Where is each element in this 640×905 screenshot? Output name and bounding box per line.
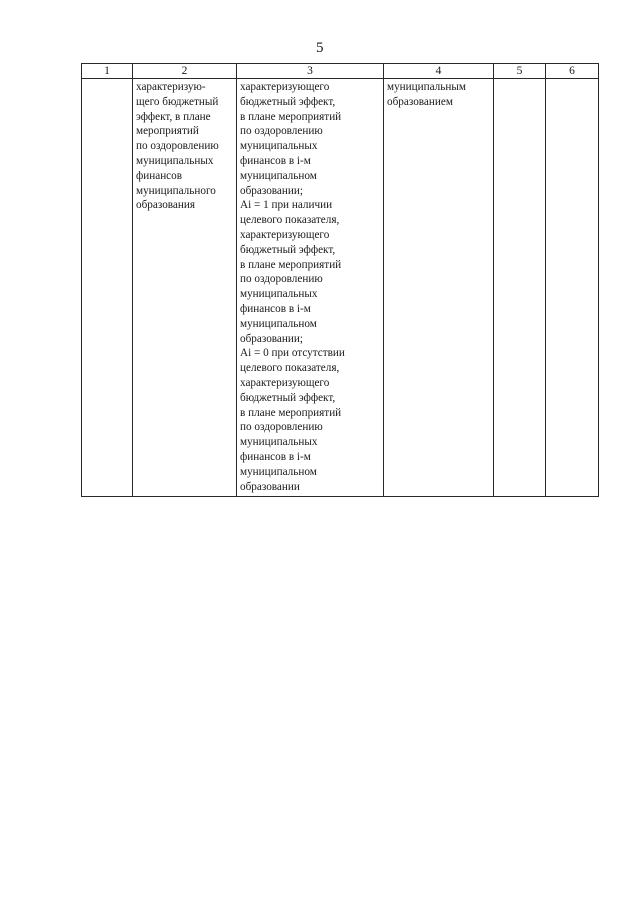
cell-text-line: финансов в i-м (240, 450, 311, 463)
column-header-2: 2 (133, 64, 237, 79)
cell-text-line: муниципальных (240, 436, 318, 449)
cell-text-line: муниципальных (136, 154, 214, 167)
table-row (82, 79, 599, 497)
column-header-5: 5 (494, 64, 546, 79)
cell-text-line: образовании; (240, 184, 303, 197)
cell-text-line: по оздоровлению (240, 125, 323, 138)
cell-text-line: характеризующего (240, 376, 330, 389)
cell-text-line: в плане мероприятий (240, 258, 342, 271)
cell-text-line: целевого показателя, (240, 214, 340, 227)
table-cell-col1 (82, 79, 133, 497)
cell-text-line: щего бюджетный (136, 95, 219, 108)
table-cell-col5 (494, 79, 546, 497)
cell-text-line: образовании (240, 480, 300, 493)
cell-text-line: муниципальных (240, 140, 318, 153)
cell-text-line: в плане мероприятий (240, 406, 342, 419)
cell-text-line: целевого показателя, (240, 362, 340, 375)
cell-text-line: Ai = 0 при отсутствии (240, 347, 345, 360)
table-cell-col6 (546, 79, 599, 497)
document-table (81, 63, 599, 497)
cell-text-line: эффект, в плане (136, 110, 211, 123)
cell-text-line: муниципальным (387, 81, 466, 93)
column-header-4: 4 (384, 64, 494, 79)
cell-text-line: муниципальном (240, 169, 317, 182)
table-cell-col2 (133, 79, 237, 497)
cell-text-line: бюджетный эффект, (240, 391, 336, 404)
cell-text-line: муниципальном (240, 317, 317, 330)
table-header-row (82, 64, 599, 79)
cell-text-line: бюджетный эффект, (240, 243, 336, 256)
cell-text-line: муниципальном (240, 465, 317, 478)
column-header-6: 6 (546, 64, 599, 79)
cell-text-line: Ai = 1 при наличии (240, 199, 333, 212)
column-header-1: 1 (82, 64, 133, 79)
table-cell-col4 (384, 79, 494, 497)
cell-text-line: финансов в i-м (240, 154, 311, 167)
cell-text-line: характеризующего (240, 228, 330, 241)
cell-text-line: бюджетный эффект, (240, 95, 336, 108)
cell-text-line: образованием (387, 95, 453, 108)
cell-text-line: по оздоровлению (240, 421, 323, 434)
cell-text-line: образовании; (240, 332, 303, 345)
cell-text-line: муниципальных (240, 288, 318, 301)
cell-text-line: по оздоровлению (136, 140, 219, 153)
cell-text-line: по оздоровлению (240, 273, 323, 286)
cell-text-line: образования (136, 199, 196, 212)
cell-text-line: мероприятий (136, 125, 199, 138)
cell-text-line: характеризующего (240, 81, 330, 93)
page-number: 5 (316, 40, 324, 56)
table-cell-col3 (237, 79, 384, 497)
cell-text-line: финансов в i-м (240, 302, 311, 315)
cell-text-line: в плане мероприятий (240, 110, 342, 123)
column-header-3: 3 (237, 64, 384, 79)
cell-text-line: муниципального (136, 184, 216, 197)
cell-text-line: финансов (136, 169, 183, 182)
cell-text-line: характеризую- (136, 81, 206, 93)
